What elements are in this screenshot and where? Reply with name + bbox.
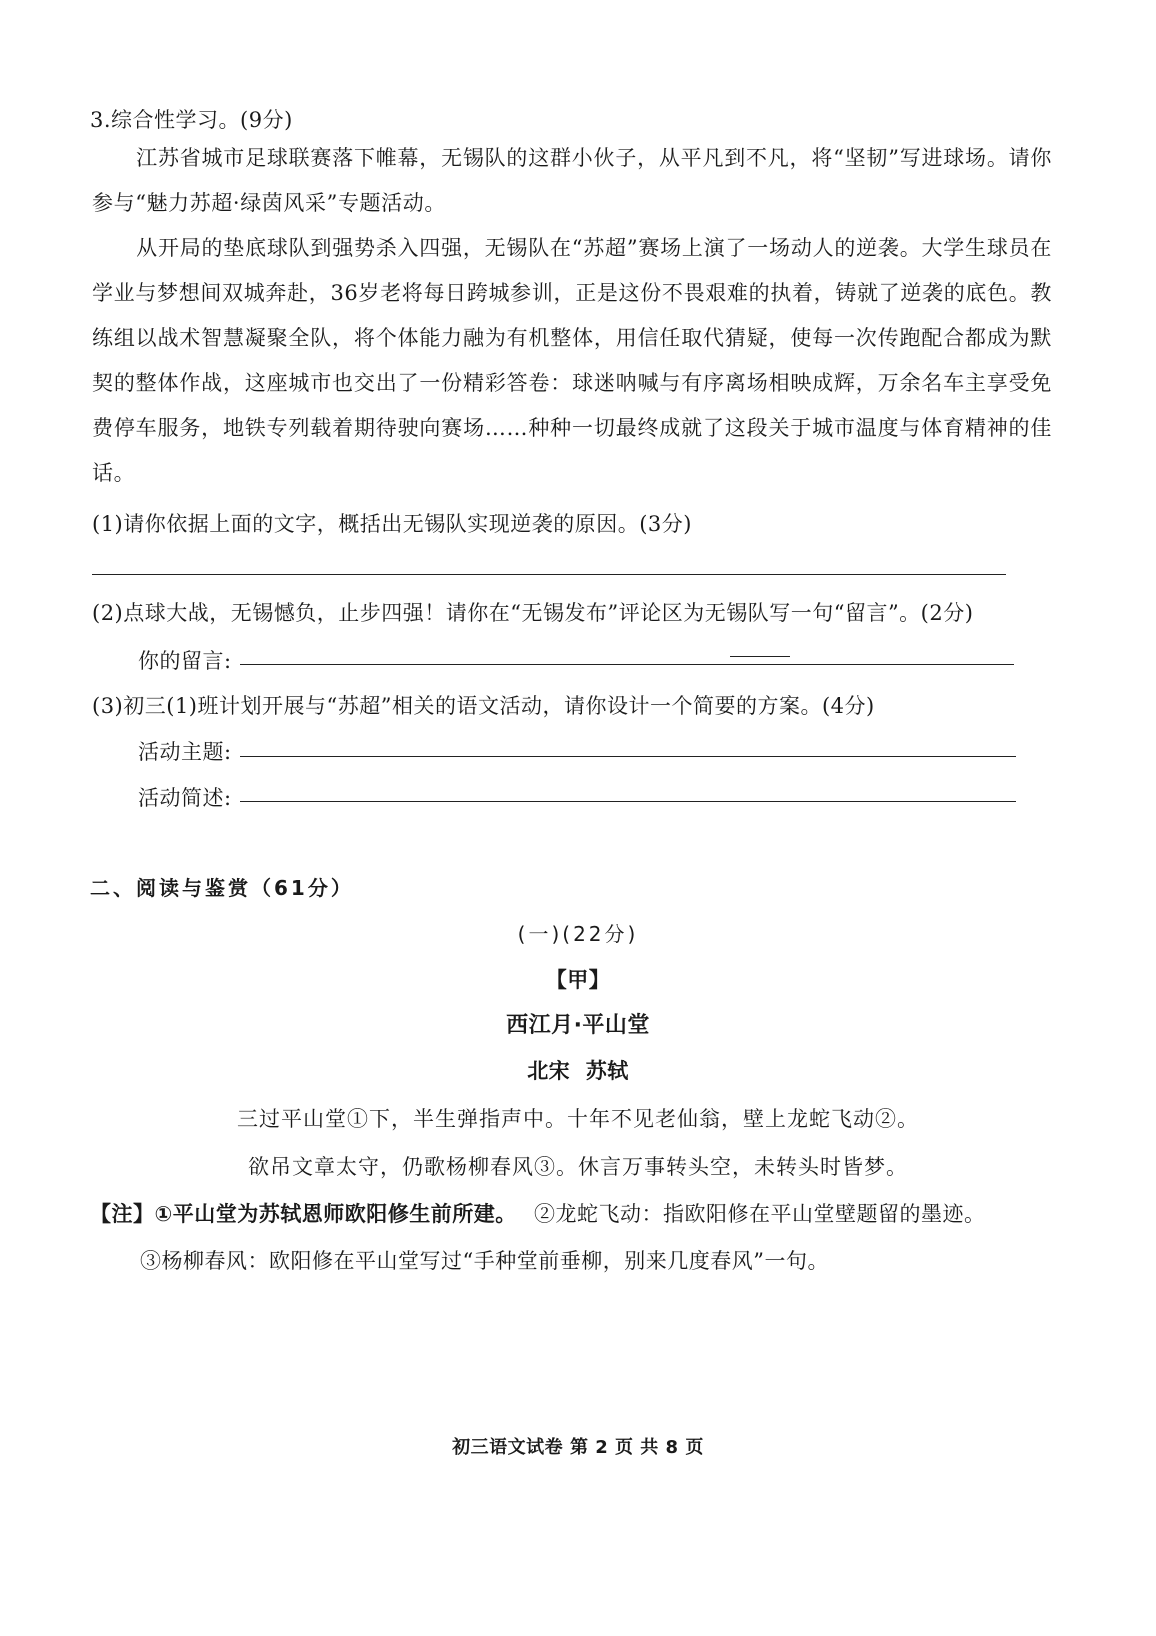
part-1-heading: (一)(22分) — [517, 922, 639, 946]
question-3-intro — [92, 136, 1052, 226]
note-label: 【注】 — [90, 1202, 155, 1226]
question-3-material — [92, 226, 1052, 496]
note-3: ③杨柳春风：欧阳修在平山堂写过“手种堂前垂柳，别来几度春风”一句。 — [140, 1249, 829, 1273]
note-2: ②龙蛇飞动：指欧阳修在平山堂壁题留的墨迹。 — [534, 1202, 986, 1226]
question-3-intro-text: 江苏省城市足球联赛落下帷幕，无锡队的这群小伙子，从平凡到不凡，将“坚韧”写进球场。请你参与“魅力苏超·绿茵风采”专题活动。 — [92, 146, 1052, 215]
note-1: ①平山堂为苏轼恩师欧阳修生前所建。 — [154, 1202, 517, 1226]
jia-label: 【甲】 — [545, 968, 611, 992]
answer-line-1[interactable] — [92, 574, 1006, 575]
page-footer: 初三语文试卷 第 2 页 共 8 页 — [452, 1437, 704, 1458]
section-2-heading: 二、阅读与鉴赏（61分） — [90, 876, 354, 900]
note-line-1 — [90, 1198, 517, 1228]
activity-description-line[interactable] — [240, 801, 1016, 802]
sub-question-3: (3)初三(1)班计划开展与“苏超”相关的语文活动，请你设计一个简要的方案。(4分) — [92, 694, 875, 718]
question-3-heading: 3.综合性学习。(9分) — [90, 108, 293, 132]
message-label: 你的留言: — [138, 649, 232, 673]
activity-theme-line[interactable] — [240, 756, 1016, 757]
poem-line-2: 欲吊文章太守，仍歌杨柳春风③。休言万事转头空，未转头时皆梦。 — [248, 1155, 908, 1179]
message-answer-line[interactable] — [240, 664, 1014, 665]
sub-question-2: (2)点球大战，无锡憾负，止步四强！请你在“无锡发布”评论区为无锡队写一句“留言”。(2分) — [92, 601, 974, 625]
message-short-line — [730, 656, 790, 657]
poem-title: 西江月·平山堂 — [506, 1013, 650, 1038]
activity-description-label: 活动简述: — [138, 786, 232, 810]
activity-theme-label: 活动主题: — [138, 740, 232, 764]
poem-author: 北宋 苏轼 — [527, 1059, 629, 1083]
poem-line-1: 三过平山堂①下，半生弹指声中。十年不见老仙翁，壁上龙蛇飞动②。 — [237, 1107, 919, 1131]
question-3-material-text: 从开局的垫底球队到强势杀入四强，无锡队在“苏超”赛场上演了一场动人的逆袭。大学生球员在学业与梦想间双城奔赴，36岁老将每日跨城参训，正是这份不畏艰难的执着，铸就了逆袭的底色。教练组以战术智慧凝聚全队，将个体能力融为有机整体，用信任取代猜疑，使每一次传跑配合都成为默契的整体作战，这座城市也交出了一份精彩答卷：球迷呐喊与有序离场相映成辉，万余名车主享受免费停车服务，地铁专列载着期待驶向赛场……种种一切最终成就了这段关于城市温度与体育精神的佳话。 — [92, 236, 1052, 485]
sub-question-1: (1)请你依据上面的文字，概括出无锡队实现逆袭的原因。(3分) — [92, 512, 692, 536]
